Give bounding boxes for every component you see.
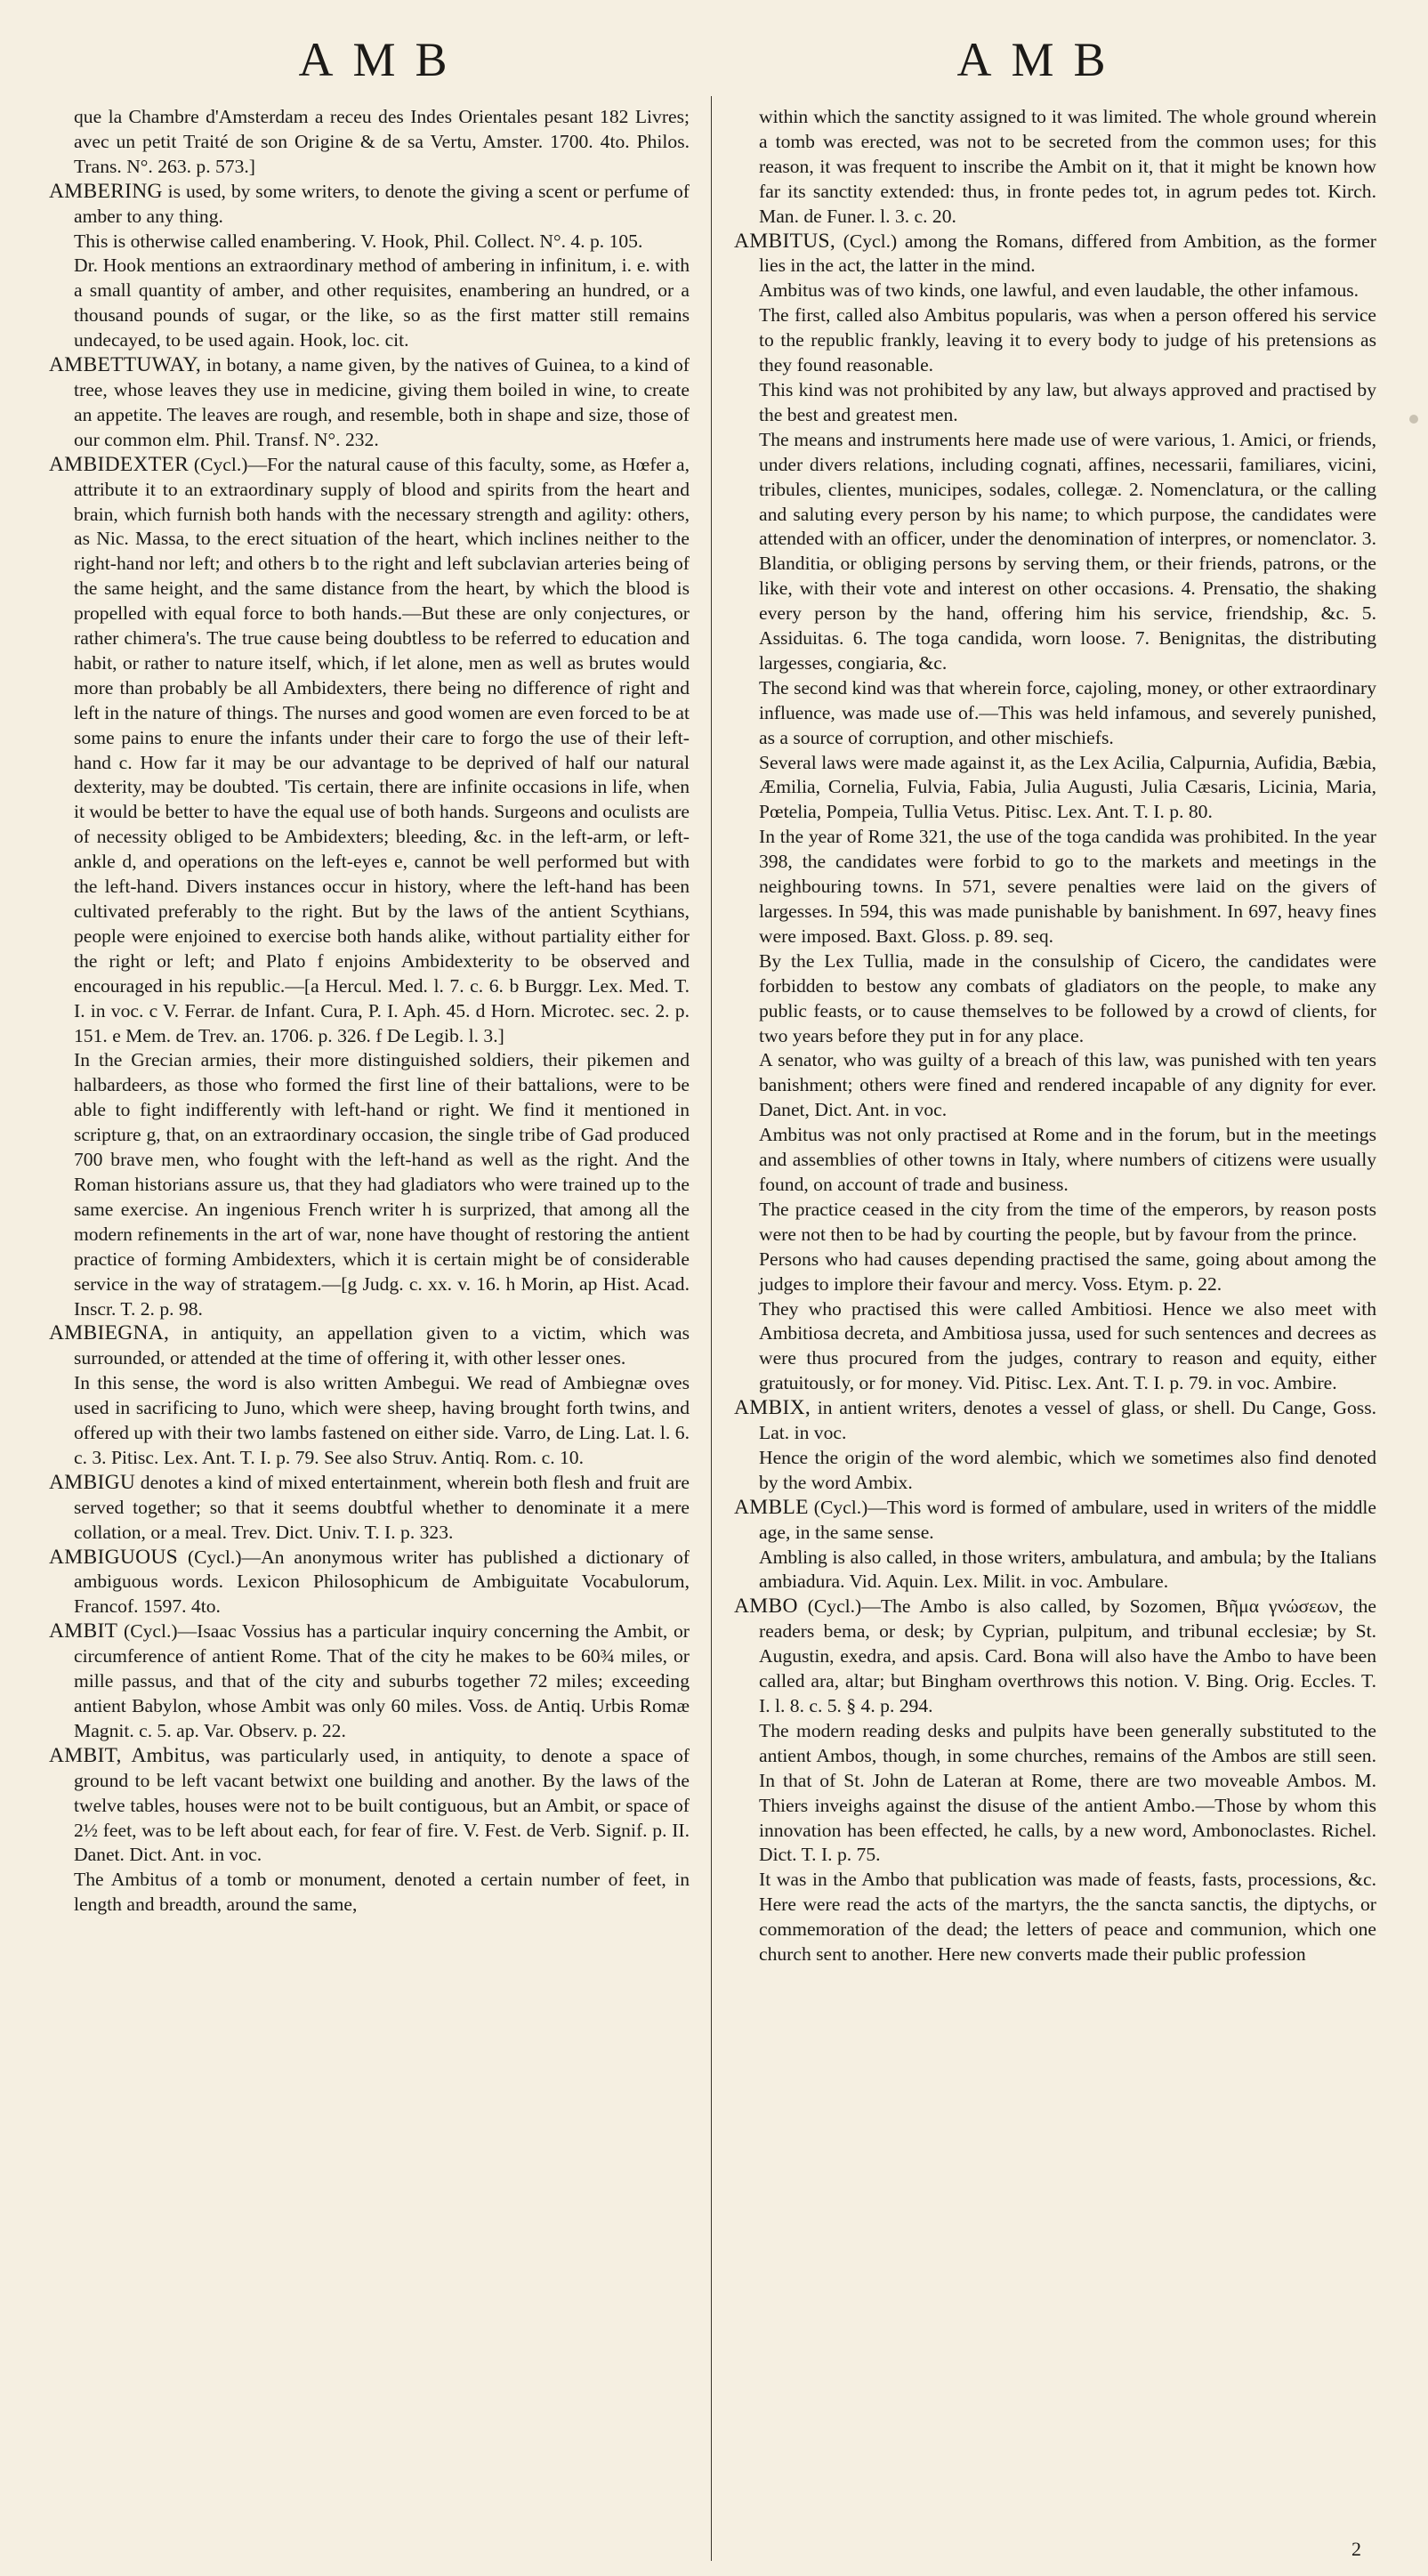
entry-text: (Cycl.)—Isaac Vossius has a particular inquiry concerning the Ambit, or circumference of antient Rome. That of the city he makes to be 60¾ miles, or mille passus, and that of the city and suburbs together 72 miles; exceeding antient Babylon, whose Ambit was only 60 miles. Voss. de Antiq. Urbis Romæ Magnit. c. 5. ap. Var. Observ. p. 22. xyxy=(74,1620,690,1741)
entry-paragraph xyxy=(49,254,690,353)
dictionary-entry xyxy=(734,1396,1376,1446)
entry-headword: AMBIEGNA, xyxy=(49,1321,170,1345)
entry-paragraph xyxy=(734,303,1376,378)
entry-paragraph xyxy=(734,1123,1376,1198)
entry-headword: AMBLE xyxy=(734,1495,809,1519)
entry-text: (Cycl.) among the Romans, differed from Ambition, as the former lies in the act, the latter in the mind. xyxy=(759,230,1376,277)
dictionary-entry xyxy=(49,1321,690,1371)
entry-paragraph xyxy=(734,1446,1376,1496)
entry-paragraph xyxy=(49,105,690,180)
entry-text: Several laws were made against it, as the Lex Acilia, Calpurnia, Aufidia, Bæbia, Æmilia, Cornelia, Fulvia, Fabia, Julia Augusti, Julia Cæsaris, Licinia, Maria, Pœtelia, Pompeia, Tullia Vetus. Pitisc. Lex. Ant. T. I. p. 80. xyxy=(759,751,1376,823)
entry-text: It was in the Ambo that publication was made of feasts, fasts, processions, &c. Here were read the acts of the martyrs, the the sancta sanctis, the diptychs, or commemoration of the dead; the letters of peace and communion, which one church sent to another. Here new converts made their public profession xyxy=(759,1869,1376,1966)
entry-paragraph xyxy=(734,751,1376,826)
entry-text: que la Chambre d'Amsterdam a receu des Indes Orientales pesant 182 Livres; avec un petit Traité de son Origine & de sa Vertu, Amster. 1700. 4to. Philos. Trans. N°. 263. p. 573.] xyxy=(74,106,690,177)
entry-paragraph xyxy=(734,1719,1376,1868)
entry-paragraph xyxy=(734,378,1376,428)
entry-text: within which the sanctity assigned to it was limited. The whole ground wherein a tomb was erected, was not to be secreted from the common uses; for this reason, it was frequent to inscribe the Ambit on it, that it might be known how far its sanctity extended: thus, in fronte pedes tot, in agrum pedes tot. Kirch. Man. de Funer. l. 3. c. 20. xyxy=(759,106,1376,227)
page-number: 2 xyxy=(1351,2538,1361,2560)
entry-text: The Ambitus of a tomb or monument, denoted a certain number of feet, in length and breadth, around the same, xyxy=(74,1869,690,1916)
entry-paragraph xyxy=(734,949,1376,1049)
entry-headword: AMBIGU xyxy=(49,1470,136,1494)
dictionary-entry xyxy=(49,353,690,453)
dictionary-entry xyxy=(49,1619,690,1744)
dictionary-entry xyxy=(49,453,690,1049)
entry-text: Ambitus was not only practised at Rome and in the forum, but in the meetings and assemblies of other towns in Italy, where numbers of citizens were usually found, on account of trade and business. xyxy=(759,1124,1376,1195)
entry-text: Persons who had causes depending practised the same, going about among the judges to implore their favour and mercy. Voss. Etym. p. 22. xyxy=(759,1248,1376,1295)
entry-headword: AMBIT xyxy=(49,1619,118,1643)
entry-paragraph xyxy=(734,279,1376,303)
entry-headword: AMBIX, xyxy=(734,1396,811,1420)
entry-paragraph xyxy=(49,1048,690,1321)
entry-paragraph xyxy=(734,1546,1376,1595)
entry-paragraph xyxy=(734,1868,1376,1967)
entry-headword: AMBITUS, xyxy=(734,229,836,253)
entry-paragraph xyxy=(734,676,1376,751)
entry-headword: AMBETTUWAY, xyxy=(49,353,202,377)
entry-text: (Cycl.)—The Ambo is also called, by Sozomen, Βῆμα γνώσεων, the readers bema, or desk; by Cyprian, pulpitum, and tribunal ecclesiæ; by St. Augustin, exedra, and apsis. Card. Bona will also have the Ambo to have been called ara, altar; but Bingham overthrows this notion. V. Bing. Orig. Eccles. T. I. l. 8. c. 5. § 4. p. 294. xyxy=(759,1595,1376,1716)
entry-paragraph xyxy=(734,1198,1376,1248)
entry-headword: AMBO xyxy=(734,1595,798,1619)
entry-headword: AMBIGUOUS xyxy=(49,1545,179,1569)
running-header-right: AMB xyxy=(956,33,1125,86)
column-divider xyxy=(711,96,712,2561)
entry-text: In the year of Rome 321, the use of the toga candida was prohibited. In the year 398, the candidates were forbid to go to the markets and meetings in the neighbouring towns. In 571, severe penalties were laid on the givers of largesses. In 594, this was made punishable by banishment. In 697, heavy fines were imposed. Baxt. Gloss. p. 89. seq. xyxy=(759,826,1376,947)
entry-text: (Cycl.)—This word is formed of ambulare, used in writers of the middle age, in the same sense. xyxy=(759,1496,1376,1543)
entry-text: The means and instruments here made use of were various, 1. Amici, or friends, under divers relations, including cognati, affines, necessarii, familiares, vicini, tribules, clientes, municipes, sodales, collegæ. 2. Nomenclatura, or the calling and saluting every person by his name; to which purpose, the candidates were attended with an officer, under the denomination of interpres, or nomenclator. 3. Blanditia, or obliging persons by serving them, or their friends, patrons, or the like, with their vote and interest on other occasions. 4. Prensatio, the shaking every person by the hand, offering him his service, friendship, &c. 5. Assiduitas. 6. The toga candida, worn loose. 7. Benignitas, the distributing largesses, congiaria, &c. xyxy=(759,428,1376,674)
entry-headword: AMBERING xyxy=(49,179,163,203)
entry-text: in antient writers, denotes a vessel of glass, or shell. Du Cange, Goss. Lat. in voc. xyxy=(759,1397,1376,1444)
dictionary-entry xyxy=(49,1471,690,1546)
dictionary-entry xyxy=(49,1546,690,1620)
binding-mark xyxy=(1409,415,1418,424)
entry-headword: AMBIT, Ambitus, xyxy=(49,1743,211,1767)
entry-paragraph xyxy=(734,105,1376,230)
dictionary-entry xyxy=(49,180,690,230)
left-column xyxy=(49,105,690,1918)
running-header-left: AMB xyxy=(298,33,467,86)
entry-text: They who practised this were called Ambitiosi. Hence we also meet with Ambitiosa decreta, and Ambitiosa jussa, used for such sentences and decrees as were thus procured from the judges, contrary to reason and equity, either gratuitously, or for money. Vid. Pitisc. Lex. Ant. T. I. p. 79. in voc. Ambire. xyxy=(759,1297,1376,1394)
right-column xyxy=(734,105,1376,1967)
entry-paragraph xyxy=(734,1248,1376,1297)
entry-paragraph xyxy=(734,428,1376,676)
dictionary-entry xyxy=(734,1595,1376,1719)
dictionary-entry xyxy=(734,230,1376,279)
dictionary-entry xyxy=(734,1496,1376,1546)
entry-paragraph xyxy=(734,825,1376,949)
entry-text: The second kind was that wherein force, cajoling, money, or other extraordinary influence, was made use of.—This was held infamous, and severely punished, as a source of corruption, and other mischiefs. xyxy=(759,676,1376,748)
entry-text: was particularly used, in antiquity, to denote a space of ground to be left vacant betwixt one building and another. By the laws of the twelve tables, houses were not to be built contiguous, but an Ambit, or space of 2½ feet, was to be left about each, for fear of fire. V. Fest. de Verb. Signif. p. II. Danet. Dict. Ant. in voc. xyxy=(74,1744,690,1866)
dictionary-entry xyxy=(49,1744,690,1869)
entry-text: Ambling is also called, in those writers, ambulatura, and ambula; by the Italians ambiadura. Vid. Aquin. Lex. Milit. in voc. Ambulare. xyxy=(759,1546,1376,1593)
entry-text: in antiquity, an appellation given to a victim, which was surrounded, or attended at the time of offering it, with other lesser ones. xyxy=(74,1322,690,1369)
entry-text: (Cycl.)—An anonymous writer has published a dictionary of ambiguous words. Lexicon Philosophicum de Ambiguitate Vocabulorum, Francof. 1597. 4to. xyxy=(74,1546,690,1618)
entry-paragraph xyxy=(49,1371,690,1471)
entry-paragraph xyxy=(734,1048,1376,1123)
entry-text: is used, by some writers, to denote the giving a scent or perfume of amber to any thing. xyxy=(74,180,690,227)
entry-text: The practice ceased in the city from the time of the emperors, by reason posts were not then to be had by courting the people, but by favour from the prince. xyxy=(759,1198,1376,1245)
entry-text: (Cycl.)—For the natural cause of this faculty, some, as Hœfer a, attribute it to an extraordinary supply of blood and spirits from the heart and brain, which furnish both hands with the necessary strength and agility: others, as Nic. Massa, to the erect situation of the heart, which inclines neither to the right-hand nor left; and others b to the right and left subclavian arteries being of the same height, and the same distance from the heart, by which the blood is propelled with equal force to both hands.—But these are only conjectures, or rather chimera's. The true cause being doubtless to be referred to education and habit, or rather to nature itself, which, if let alone, men as well as brutes would more than probably be all Ambidexters, there being no difference of right and left in the nature of things. The nurses and good women are even forced to be at some pains to enure the infants under their care to forgo the use of their left-hand c. How far it may be our advantage to be deprived of half our natural dexterity, may be doubted. 'Tis certain, there are infinite occasions in life, when it would be better to have the equal use of both hands. Surgeons and oculists are of necessity obliged to be Ambidexters; bleeding, &c. in the left-arm, or left-ankle d, and operations on the left-eyes e, cannot be well performed but with the left-hand. Divers instances occur in history, where the left-hand has been cultivated preferably to the right. But by the laws of the antient Scythians, people were enjoined to exercise both hands alike, without partiality either for the right or left; and Plato f enjoins Ambidexterity to be observed and encouraged in his republic.—[a Hercul. Med. l. 7. c. 6. b Burggr. Lex. Med. T. I. in voc. c V. Ferrar. de Infant. Cura, P. I. Aph. 45. d Horn. Microtec. sec. 2. p. 151. e Mem. de Trev. an. 1706. p. 326. f De Legib. l. 3.] xyxy=(74,453,690,1046)
entry-paragraph xyxy=(734,1297,1376,1397)
entry-text: The first, called also Ambitus popularis, was when a person offered his service to the republic frankly, leaving it to every body to judge of his pretensions as they found reasonable. xyxy=(759,304,1376,376)
entry-text: Hence the origin of the word alembic, which we sometimes also find denoted by the word Ambix. xyxy=(759,1446,1376,1493)
entry-paragraph xyxy=(49,1868,690,1918)
entry-text: This is otherwise called enambering. V. Hook, Phil. Collect. N°. 4. p. 105. xyxy=(74,230,643,252)
entry-text: In this sense, the word is also written Ambegui. We read of Ambiegnæ oves used in sacrificing to Juno, which were sheep, having brought forth twins, and offered up with their two lambs fastened on either side. Varro, de Ling. Lat. l. 6. c. 3. Pitisc. Lex. Ant. T. I. p. 79. See also Struv. Antiq. Rom. c. 10. xyxy=(74,1372,690,1468)
entry-paragraph xyxy=(49,230,690,254)
entry-text: Ambitus was of two kinds, one lawful, and even laudable, the other infamous. xyxy=(759,279,1359,302)
entry-text: A senator, who was guilty of a breach of this law, was punished with ten years banishment; others were fined and rendered incapable of any dignity for ever. Danet, Dict. Ant. in voc. xyxy=(759,1049,1376,1121)
entry-text: The modern reading desks and pulpits have been generally substituted to the antient Ambos, though, in some churches, remains of the Ambos are still seen. In that of St. John de Lateran at Rome, there are two moveable Ambos. M. Thiers inveighs against the disuse of the antient Ambo.—Those by whom this innovation has been effected, he calls, by a new word, Ambonoclastes. Richel. Dict. T. I. p. 75. xyxy=(759,1719,1376,1866)
entry-text: By the Lex Tullia, made in the consulship of Cicero, the candidates were forbidden to bestow any combats of gladiators on the people, to make any public feasts, or to cause themselves to be followed by a crowd of clients, for two years before they put in for any place. xyxy=(759,949,1376,1046)
entry-text: Dr. Hook mentions an extraordinary method of ambering in infinitum, i. e. with a small quantity of amber, and other requisites, enambering an hundred, or a thousand pounds of sugar, or the like, so as the first matter still remains undecayed, to be used again. Hook, loc. cit. xyxy=(74,254,690,351)
entry-text: This kind was not prohibited by any law, but always approved and practised by the best and greatest men. xyxy=(759,378,1376,425)
entry-text: denotes a kind of mixed entertainment, wherein both flesh and fruit are served together; so that it seems doubtful whether to denominate it a mere collation, or a meal. Trev. Dict. Univ. T. I. p. 323. xyxy=(74,1471,690,1543)
entry-headword: AMBIDEXTER xyxy=(49,452,190,476)
entry-text: In the Grecian armies, their more distinguished soldiers, their pikemen and halbardeers, as those who formed the first line of their battalions, were to be able to fight indifferently with left-hand or right. We find it mentioned in scripture g, that, on an extraordinary occasion, the single tribe of Gad produced 700 brave men, who fought with the left-hand as well as the right. And the Roman historians assure us, that they had gladiators who were trained up to the same exercise. An ingenious French writer h is surprized, that among all the modern refinements in the art of war, none have thought of restoring the antient practice of forming Ambidexters, which it is certain might be of considerable service in the way of stratagem.—[g Judg. c. xx. v. 16. h Morin, ap Hist. Acad. Inscr. T. 2. p. 98. xyxy=(74,1049,690,1320)
entry-text: in botany, a name given, by the natives of Guinea, to a kind of tree, whose leaves they use in medicine, giving them boiled in wine, to create an appetite. The leaves are rough, and resemble, both in shape and size, those of our common elm. Phil. Transf. N°. 232. xyxy=(74,354,690,450)
